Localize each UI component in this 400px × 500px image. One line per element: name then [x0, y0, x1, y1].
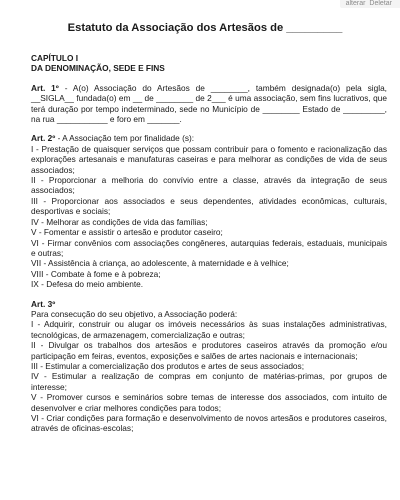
article-1-text: - A(o) Associação do Artesãos de ________, também designada(o) pela sigla, __SIGLA__ fundada(o) em __ de ________ de 2___ é uma associação, sem fins lucrativos, que terá duração por tempo indeterminado, sede no Município de ________ Estado de _________, na rua ___________ e foro em _______.	[31, 82, 387, 125]
list-item: IX - Defesa do meio ambiente.	[31, 279, 144, 290]
list-item: V - Fomentar e assistir o artesão e produtor caseiro;	[31, 227, 223, 238]
top-toolbar	[340, 0, 400, 8]
deletar-link[interactable]: Deletar	[369, 0, 392, 7]
list-item: VIII - Combate à fome e à pobreza;	[31, 268, 161, 279]
article-3	[31, 299, 387, 434]
article-2	[31, 133, 387, 289]
article-2-intro: - A Associação tem por finalidade (s):	[57, 133, 195, 144]
article-2-label: Art. 2º	[31, 133, 56, 144]
chapter-block	[31, 53, 387, 74]
list-item: III - Estimular a comercialização dos produtos e artes de seus associados;	[31, 360, 305, 371]
document-title: Estatuto da Associação dos Artesãos de _________	[67, 22, 343, 34]
article-2-intro-line	[31, 133, 387, 143]
chapter-subheading: DA DENOMINAÇÃO, SEDE E FINS	[31, 63, 165, 74]
article-3-intro: Para consecução do seu objetivo, a Associação poderá:	[31, 308, 238, 319]
article-1-label: Art. 1º	[31, 82, 59, 93]
article-1-paragraph	[31, 83, 387, 125]
chapter-heading: CAPÍTULO I	[31, 53, 79, 63]
list-item: IV - Estimular a realização de compras em conjunto de matérias-primas, por grupos de interesse;	[31, 371, 387, 392]
list-item: II - Proporcionar a melhoria do convívio entre a classe, através da integração de seus associados;	[31, 175, 387, 196]
list-item: III - Proporcionar aos associados e seus dependentes, atividades econômicas, culturais, desportivas e sociais;	[31, 195, 387, 217]
list-item: IV - Melhorar as condições de vida das famílias;	[31, 216, 208, 227]
list-item: I - Adquirir, construir ou alugar os imóveis necessários às suas instalações administrativas, tecnológicas, de armazenagem, comercialização e outras;	[31, 319, 387, 340]
list-item: VI - Firmar convênios com associações congêneres, autarquias federais, estaduais, municipais e outras;	[31, 237, 387, 258]
list-item: VI - Criar condições para formação e desenvolvimento de novos artesãos e produtores caseiros, através de oficinas-escolas;	[31, 413, 387, 434]
list-item: V - Promover cursos e seminários sobre temas de interesse dos associados, com intuito de desenvolver e criar melhores condições para todos;	[31, 392, 387, 413]
article-1	[31, 83, 387, 125]
list-item: I - Prestação de quaisquer serviços que possam contribuir para o fomento e racionalização das explorações artesanais e manufaturas caseiras e para melhorar as condições de vida de seus associados;	[31, 143, 387, 175]
alterar-link[interactable]: alterar	[345, 0, 366, 7]
list-item: II - Divulgar os trabalhos dos artesãos e produtores caseiros através da promoção e/ou participação em feiras, eventos, exposições e salões de artes nacionais e internacionais;	[31, 340, 387, 361]
list-item: VII - Assistência à criança, ao adolescente, à maternidade e à velhice;	[31, 258, 289, 269]
article-3-label: Art. 3º	[31, 298, 56, 309]
